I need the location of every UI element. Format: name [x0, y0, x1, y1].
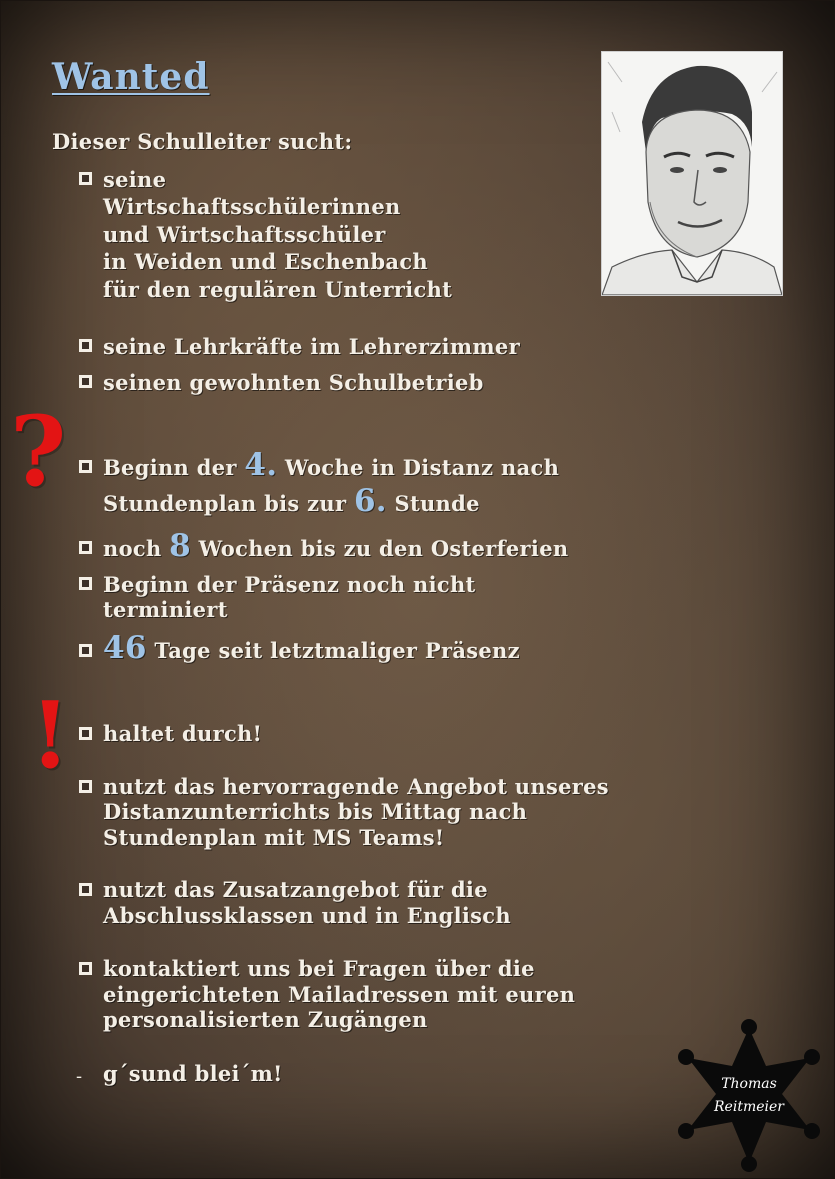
square-bullet-icon: [79, 883, 92, 896]
appeal-line: nutzt das hervorragende Angebot unseres: [103, 774, 609, 799]
square-bullet-icon: [79, 577, 92, 590]
status-line-presence: terminiert: [103, 597, 228, 622]
appeal-line: haltet durch!: [103, 721, 263, 746]
status-line-presence: Beginn der Präsenz noch nicht: [103, 572, 476, 597]
status-line-days: 46 Tage seit letztmaliger Präsenz: [103, 630, 520, 666]
appeal-line: Abschlussklassen und in Englisch: [103, 903, 511, 928]
appeal-line: Stundenplan mit MS Teams!: [103, 825, 445, 850]
portrait-photo: [601, 51, 783, 296]
appeal-line: Distanzunterrichts bis Mittag nach: [103, 799, 528, 824]
list-dash: -: [76, 1066, 83, 1087]
question-mark-icon: ?: [10, 395, 67, 508]
sought-line: Wirtschaftsschülerinnen: [103, 194, 401, 219]
exclamation-mark-icon: !: [30, 681, 71, 789]
square-bullet-icon: [79, 339, 92, 352]
signature-last: Reitmeier: [714, 1099, 784, 1115]
sought-line: seine: [103, 167, 167, 192]
square-bullet-icon: [79, 541, 92, 554]
portrait-sketch: [602, 52, 782, 295]
signature-first: Thomas: [721, 1076, 777, 1092]
status-line-week: Beginn der 4. Woche in Distanz nach: [103, 447, 560, 483]
sought-line: seine Lehrkräfte im Lehrerzimmer: [103, 334, 520, 359]
sheriff-star-shape: [674, 1018, 824, 1173]
sought-line: seinen gewohnten Schulbetrieb: [103, 370, 484, 395]
square-bullet-icon: [79, 460, 92, 473]
status-line-hour: Stundenplan bis zur 6. Stunde: [103, 483, 480, 519]
square-bullet-icon: [79, 644, 92, 657]
appeal-line: eingerichteten Mailadressen mit euren: [103, 982, 576, 1007]
square-bullet-icon: [79, 962, 92, 975]
square-bullet-icon: [79, 172, 92, 185]
sought-line: für den regulären Unterricht: [103, 277, 453, 302]
status-line-weeks: noch 8 Wochen bis zu den Osterferien: [103, 528, 569, 564]
sought-line: und Wirtschaftsschüler: [103, 222, 386, 247]
square-bullet-icon: [79, 727, 92, 740]
farewell-text: g´sund blei´m!: [103, 1061, 283, 1086]
sheriff-star-icon: [674, 1018, 824, 1173]
appeal-line: kontaktiert uns bei Fragen über die: [103, 956, 535, 981]
intro-text: Dieser Schulleiter sucht:: [52, 129, 353, 154]
square-bullet-icon: [79, 780, 92, 793]
sought-line: in Weiden und Eschenbach: [103, 249, 428, 274]
appeal-line: personalisierten Zugängen: [103, 1007, 428, 1032]
poster-title: Wanted: [52, 56, 210, 98]
appeal-line: nutzt das Zusatzangebot für die: [103, 877, 488, 902]
square-bullet-icon: [79, 375, 92, 388]
